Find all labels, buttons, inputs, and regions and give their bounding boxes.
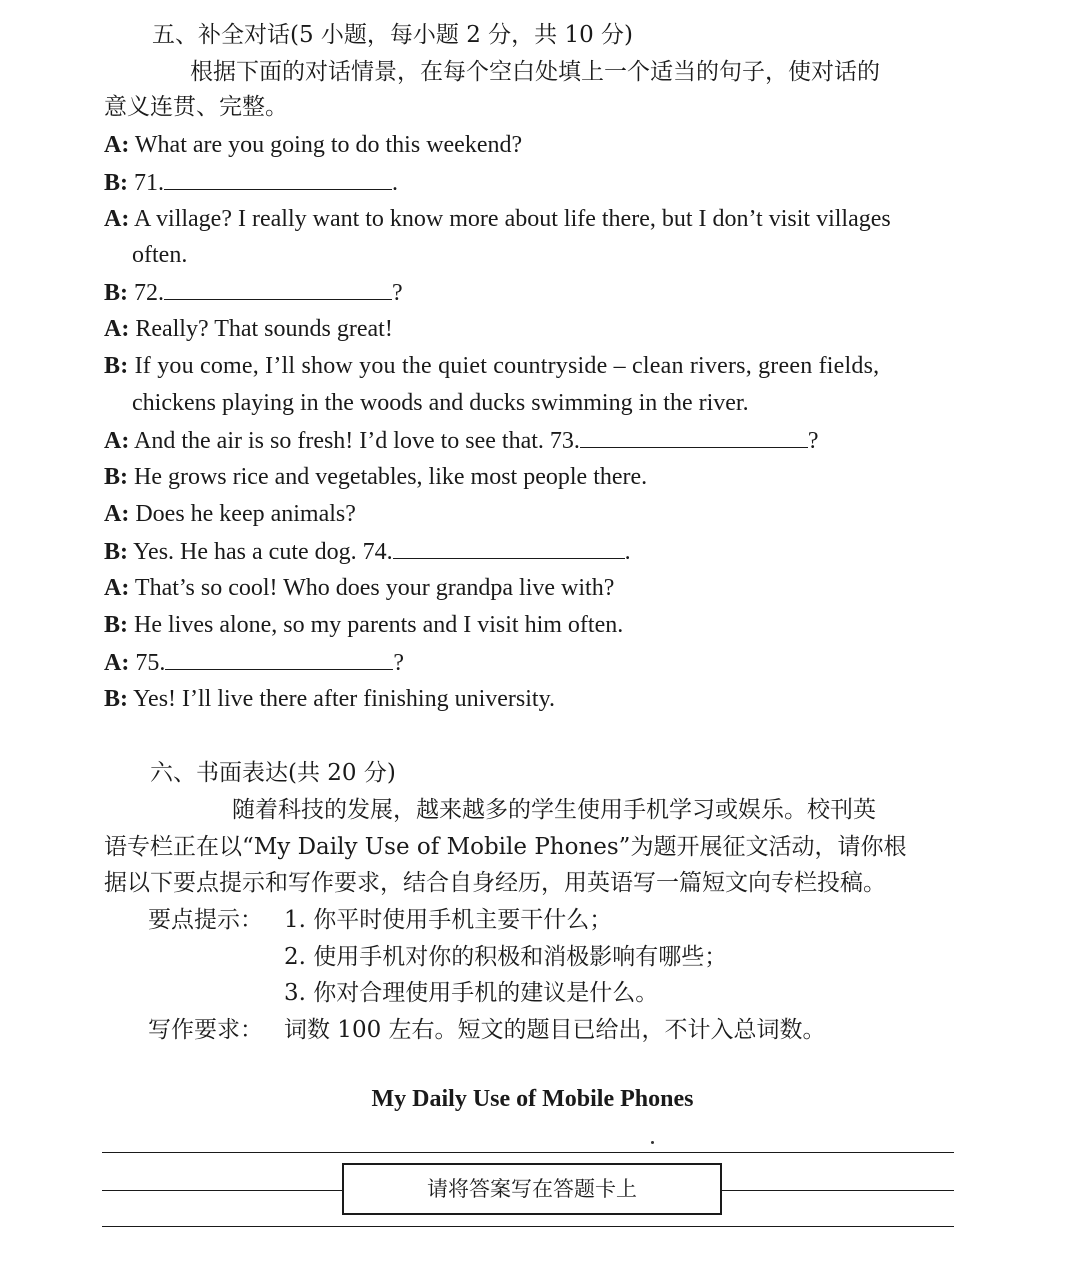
speaker-label: B: <box>104 464 128 490</box>
writing-line <box>102 1226 954 1227</box>
answer-blank-74[interactable] <box>393 536 625 559</box>
speaker-label: A: <box>104 316 130 342</box>
speaker-label: A: <box>104 575 130 601</box>
speaker-label: B: <box>104 539 128 565</box>
requirements-text: 词数 100 左右。短文的题目已给出，不计入总词数。 <box>284 1017 826 1043</box>
writing-line <box>102 1152 954 1153</box>
essay-title: My Daily Use of Mobile Phones <box>371 1086 694 1112</box>
point-2: 2. 使用手机对你的积极和消极影响有哪些； <box>284 944 728 970</box>
section5-instruction-line1: 根据下面的对话情景，在每个空白处填上一个适当的句子，使对话的 <box>190 59 880 85</box>
dialogue-line <box>104 314 393 344</box>
requirements-label: 写作要求： <box>148 1017 263 1043</box>
writing-line-left <box>102 1190 342 1191</box>
answer-sheet-notice <box>342 1163 722 1215</box>
dialogue-line <box>104 647 404 678</box>
dialogue-line <box>104 499 356 529</box>
section5-instruction-line2: 意义连贯、完整。 <box>104 94 288 120</box>
section6-para-line2: 语专栏正在以“My Daily Use of Mobile Phones”为题开展征文活动，请你根 <box>104 834 907 860</box>
scan-speck <box>651 1141 654 1144</box>
blank-end-punct: ? <box>393 650 404 676</box>
dialogue-text: A village? I really want to know more about life there, but I don’t visit villages <box>134 206 891 232</box>
dialogue-text: He grows rice and vegetables, like most people there. <box>134 464 648 490</box>
dialogue-line <box>104 536 631 567</box>
speaker-label: A: <box>104 206 130 232</box>
dialogue-text: That’s so cool! Who does your grandpa live with? <box>134 575 615 601</box>
speaker-label: B: <box>104 353 129 379</box>
speaker-label: B: <box>104 280 128 306</box>
points-label: 要点提示： <box>148 907 263 933</box>
dialogue-line <box>104 204 891 234</box>
dialogue-line <box>104 277 403 308</box>
blank-end-punct: ? <box>392 280 403 306</box>
point-3: 3. 你对合理使用手机的建议是什么。 <box>284 980 659 1006</box>
speaker-label: B: <box>104 170 128 196</box>
dialogue-text: And the air is so fresh! I’d love to see that. 73. <box>134 428 580 454</box>
answer-blank-73[interactable] <box>580 425 808 448</box>
answer-blank-75[interactable] <box>165 647 393 670</box>
dialogue-line <box>104 462 647 492</box>
section6-para-line1: 随着科技的发展，越来越多的学生使用手机学习或娱乐。校刊英 <box>232 797 876 823</box>
speaker-label: A: <box>104 650 130 676</box>
question-number: 71. <box>134 170 164 196</box>
writing-line-right <box>722 1190 954 1191</box>
speaker-label: B: <box>104 686 128 712</box>
speaker-label: A: <box>104 428 130 454</box>
dialogue-text: Yes. He has a cute dog. 74. <box>133 539 393 565</box>
speaker-label: B: <box>104 612 128 638</box>
section6-heading: 六、书面表达(共 20 分) <box>150 760 396 786</box>
section6-para-line3: 据以下要点提示和写作要求，结合自身经历，用英语写一篇短文向专栏投稿。 <box>104 870 886 896</box>
dialogue-line <box>104 167 398 198</box>
dialogue-line <box>104 610 623 640</box>
dialogue-text: Really? That sounds great! <box>135 316 393 342</box>
speaker-label: A: <box>104 132 130 158</box>
speaker-label: A: <box>104 501 130 527</box>
question-number: 72. <box>134 280 164 306</box>
dialogue-line <box>104 130 522 160</box>
dialogue-text: If you come, I’ll show you the quiet countryside – clean rivers, green fields, <box>134 353 880 379</box>
dialogue-text: Yes! I’ll live there after finishing university. <box>133 686 556 712</box>
blank-end-punct: ? <box>807 428 819 454</box>
point-1: 1. 你平时使用手机主要干什么； <box>284 907 613 933</box>
dialogue-line <box>104 351 879 381</box>
dialogue-continuation: often. <box>132 242 188 268</box>
dialogue-line <box>104 684 555 714</box>
blank-end-punct: . <box>624 539 631 565</box>
answer-blank-71[interactable] <box>164 167 392 190</box>
question-number: 75. <box>135 650 166 676</box>
dialogue-line <box>104 425 819 456</box>
dialogue-text: Does he keep animals? <box>135 501 356 527</box>
answer-sheet-notice-text: 请将答案写在答题卡上 <box>427 1177 637 1201</box>
dialogue-text: He lives alone, so my parents and I visit him often. <box>134 612 624 638</box>
answer-blank-72[interactable] <box>164 277 392 300</box>
dialogue-continuation: chickens playing in the woods and ducks swimming in the river. <box>132 390 749 416</box>
dialogue-line <box>104 573 614 603</box>
blank-end-punct: . <box>392 170 398 196</box>
section5-heading: 五、补全对话(5 小题，每小题 2 分，共 10 分) <box>152 22 634 48</box>
dialogue-text: What are you going to do this weekend? <box>134 132 523 158</box>
